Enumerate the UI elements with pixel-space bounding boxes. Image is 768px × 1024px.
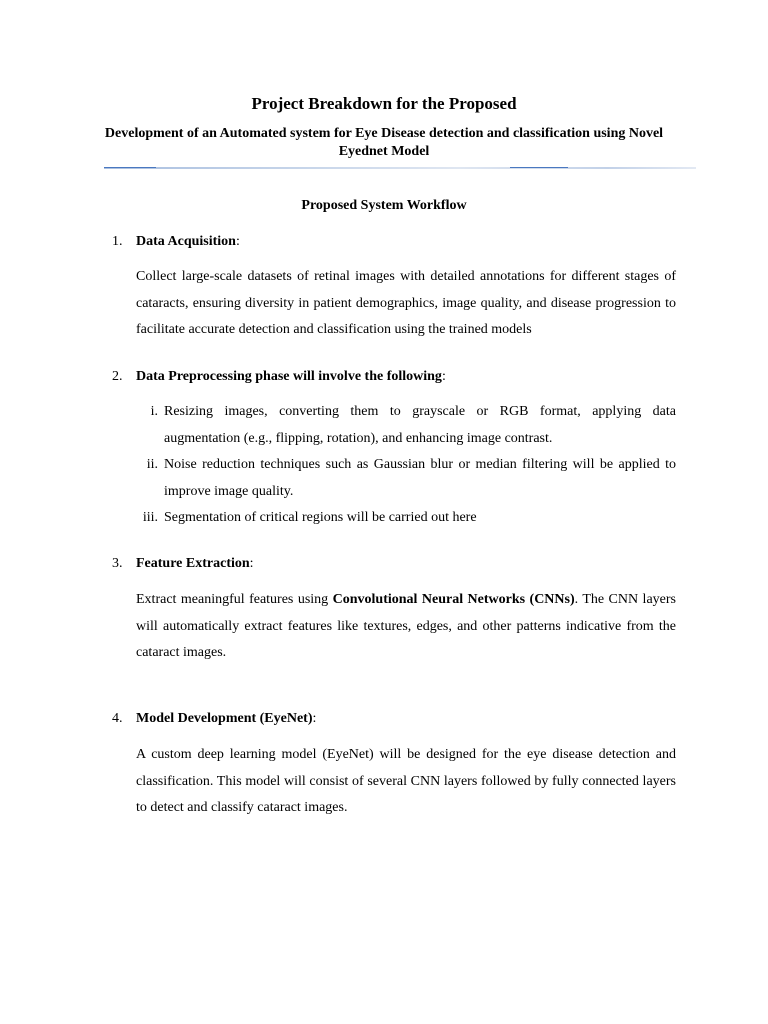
list-item-number: 3. — [112, 556, 123, 571]
sub-list-marker: i. — [150, 404, 158, 419]
list-item-heading — [112, 710, 316, 728]
sub-list-item — [136, 505, 676, 532]
title-divider — [104, 167, 696, 169]
sub-list-marker: iii. — [142, 510, 158, 526]
sub-list-text: Segmentation of critical regions will be carried out here — [164, 510, 477, 526]
sub-list-text: Resizing images, converting them to grayscale or RGB format, applying data augmentation (e.g., flipping, rotation), and enhancing image contrast. — [164, 404, 676, 446]
list-item-colon: : — [312, 711, 317, 726]
list-item-title: Model Development (EyeNet) — [136, 711, 313, 726]
list-item-title: Data Acquisition — [136, 234, 236, 249]
list-item-heading — [112, 233, 240, 251]
list-item-paragraph: Collect large-scale datasets of retinal images with detailed annotations for different stages of cataracts, ensuring diversity in patient demographics, image quality, and disease progression to facilitate accurate detection and classification using the trained models — [136, 269, 676, 338]
list-item-number: 1. — [112, 234, 123, 249]
list-item-heading — [112, 555, 254, 573]
list-item-title: Data Preprocessing phase will involve the following — [136, 369, 442, 384]
list-item-colon: : — [235, 234, 240, 249]
document-title: Project Breakdown for the Proposed — [251, 94, 517, 113]
title-divider-accent — [510, 167, 568, 168]
list-item-colon: : — [249, 556, 254, 571]
list-item-paragraph — [136, 587, 676, 667]
list-item-number: 4. — [112, 711, 123, 726]
sub-list-item — [136, 399, 676, 452]
list-item-heading — [112, 368, 446, 386]
sub-list-text: Noise reduction techniques such as Gaussian blur or median filtering will be applied to improve image quality. — [164, 457, 676, 499]
paragraph-emphasis: Convolutional Neural Networks (CNNs) — [332, 592, 575, 607]
sub-list-item — [136, 452, 676, 505]
document-subtitle: Development of an Automated system for Eye Disease detection and classification using Novel Eyednet Model — [104, 126, 664, 159]
sub-list — [136, 399, 676, 532]
list-item-colon: : — [441, 369, 446, 384]
title-divider-accent — [104, 167, 156, 168]
list-item-title: Feature Extraction — [136, 556, 250, 571]
paragraph-text: . The CNN layers will automatically extract features like textures, edges, and other patterns indicative from the cataract images. — [136, 592, 676, 661]
paragraph-text: Extract meaningful features using — [136, 592, 333, 607]
section-heading: Proposed System Workflow — [301, 198, 467, 213]
sub-list-marker: ii. — [146, 457, 158, 473]
list-item-paragraph: A custom deep learning model (EyeNet) will be designed for the eye disease detection and classification. This model will consist of several CNN layers followed by fully connected layers to detect and classify cataract images. — [136, 747, 676, 816]
list-item-number: 2. — [112, 369, 123, 384]
